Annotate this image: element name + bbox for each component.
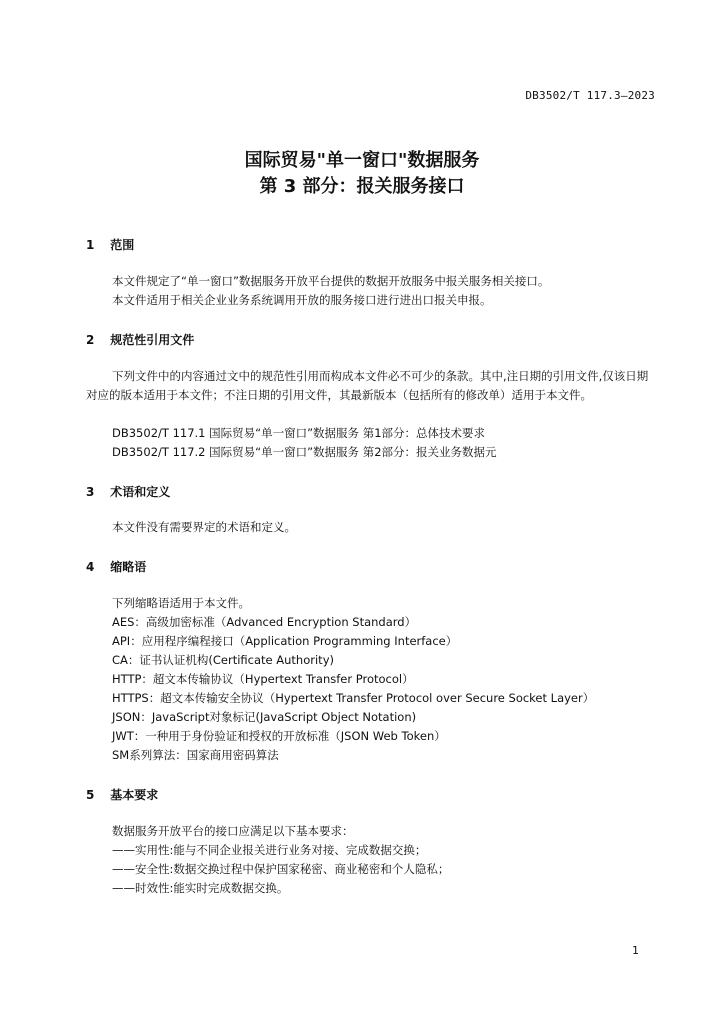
section-2-heading — [86, 331, 194, 348]
section-1-line-2: 本文件适用于相关企业业务系统调用开放的服务接口进行进出口报关申报。 — [112, 293, 492, 307]
requirement-item: ——时效性:能实时完成数据交换。 — [112, 881, 289, 895]
abbreviation-item: CA：证书认证机构(Certificate Authority) — [112, 653, 334, 667]
section-4-heading — [86, 558, 146, 575]
section-title: 基本要求 — [110, 788, 159, 802]
section-number: 1 — [86, 238, 95, 252]
section-3-heading — [86, 483, 170, 500]
abbreviation-item: JWT：一种用于身份验证和授权的开放标准（JSON Web Token） — [112, 729, 446, 743]
title-line-1: 国际贸易"单一窗口"数据服务 — [244, 150, 480, 171]
abbreviation-item: JSON：JavaScript对象标记(JavaScript Object Notation) — [112, 710, 417, 724]
abbreviation-item: AES：高级加密标准（Advanced Encryption Standard） — [112, 615, 417, 629]
section-number: 4 — [86, 560, 95, 574]
section-1-heading — [86, 236, 134, 253]
document-code: DB3502/T 117.3—2023 — [525, 89, 655, 102]
section-4-intro: 下列缩略语适用于本文件。 — [112, 596, 250, 610]
section-5-heading — [86, 786, 158, 803]
section-number: 5 — [86, 788, 95, 802]
title-line-2: 第 3 部分：报关服务接口 — [259, 176, 465, 197]
abbreviation-item: HTTPS：超文本传输安全协议（Hypertext Transfer Protocol over Secure Socket Layer） — [112, 691, 595, 705]
requirement-item: ——安全性:数据交换过程中保护国家秘密、商业秘密和个人隐私； — [112, 862, 450, 876]
abbreviation-item: API：应用程序编程接口（Application Programming Interface） — [112, 634, 458, 648]
abbreviation-item: SM系列算法：国家商用密码算法 — [112, 748, 279, 762]
section-2-ref-2: DB3502/T 117.2 国际贸易“单一窗口”数据服务 第2部分：报关业务数据元 — [112, 445, 497, 459]
section-title: 规范性引用文件 — [110, 333, 195, 347]
abbreviation-item: HTTP：超文本传输协议（Hypertext Transfer Protocol） — [112, 672, 414, 686]
section-3-line-1: 本文件没有需要界定的术语和定义。 — [112, 520, 296, 534]
section-1-line-1: 本文件规定了“单一窗口”数据服务开放平台提供的数据开放服务中报关服务相关接口。 — [112, 274, 550, 288]
page-number: 1 — [632, 944, 639, 957]
section-number: 2 — [86, 333, 95, 347]
section-2-ref-1: DB3502/T 117.1 国际贸易“单一窗口”数据服务 第1部分：总体技术要求 — [112, 426, 486, 440]
section-2-paragraph: 下列文件中的内容通过文中的规范性引用而构成本文件必不可少的条款。其中,注日期的引用文件,仅该日期对应的版本适用于本文件；不注日期的引用文件，其最新版本（包括所有的修改单）适用于本文件。 — [86, 369, 649, 402]
section-title: 缩略语 — [110, 560, 147, 574]
section-title: 范围 — [110, 238, 135, 252]
section-title: 术语和定义 — [110, 485, 171, 499]
requirement-item: ——实用性:能与不同企业报关进行业务对接、完成数据交换； — [112, 843, 427, 857]
section-number: 3 — [86, 485, 95, 499]
section-5-line-1: 数据服务开放平台的接口应满足以下基本要求： — [112, 824, 354, 838]
